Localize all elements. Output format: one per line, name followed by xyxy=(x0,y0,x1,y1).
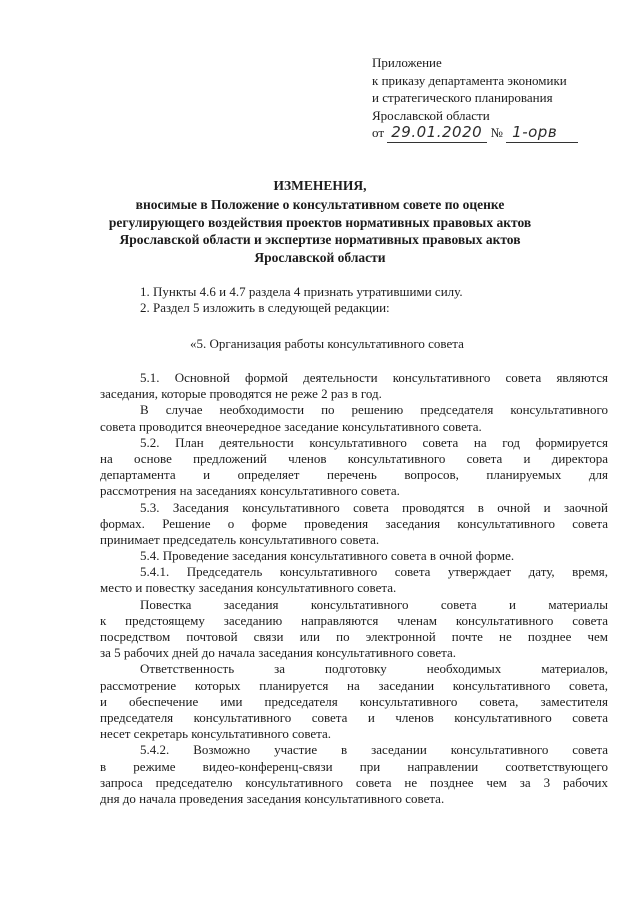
appendix-line: Ярославской области xyxy=(372,107,490,123)
paragraph xyxy=(100,548,608,564)
paragraph-line: 5.4. Проведение заседания консультативного совета в очной форме. xyxy=(140,548,515,564)
paragraph-line: в режиме видео-конференц-связи при направлении соответствующего xyxy=(100,758,608,774)
document-title: ИЗМЕНЕНИЯ, xyxy=(273,178,367,193)
appendix-header xyxy=(372,54,632,143)
paragraph-line: В случае необходимости по решению председателя консультативного xyxy=(140,402,608,418)
paragraph-line: 5.4.2. Возможно участие в заседании консультативного совета xyxy=(140,742,608,758)
handwritten-number: 1-орв xyxy=(506,124,578,143)
paragraph-line: запроса председателю консультативного совета не позднее чем за 3 рабочих xyxy=(100,774,608,790)
paragraph-line: рассмотрение которых планируется на заседании консультативного совета, xyxy=(100,677,608,693)
paragraph xyxy=(100,564,608,596)
paragraph xyxy=(100,500,608,549)
paragraph-line: формах. Решение о форме проведения заседания консультативного совета xyxy=(100,515,608,531)
list-item: 2. Раздел 5 изложить в следующей редакции: xyxy=(140,300,390,316)
paragraph-line: дня до начала проведения заседания консультативного совета. xyxy=(100,790,445,806)
paragraph-line: 5.4.1. Председатель консультативного совета утверждает дату, время, xyxy=(140,564,608,580)
paragraph-line: и обеспечение ими председателя консультативного совета, заместителя xyxy=(100,693,608,709)
appendix-line: и стратегического планирования xyxy=(372,90,553,106)
paragraph-line: Повестка заседания консультативного совета и материалы xyxy=(140,596,608,612)
appendix-date-line xyxy=(372,124,632,143)
date-prefix: от xyxy=(372,125,385,141)
handwritten-date: 29.01.2020 xyxy=(387,124,487,143)
paragraph xyxy=(100,370,608,402)
section-heading: «5. Организация работы консультативного совета xyxy=(190,336,464,351)
subtitle-line: Ярославской области xyxy=(254,249,386,265)
paragraph-line: рассмотрения на заседаниях консультативного совета. xyxy=(100,483,400,499)
appendix-line: Приложение xyxy=(372,55,442,70)
paragraph-line: на основе предложений членов консультативного совета и директора xyxy=(100,450,608,466)
subtitle-line: регулирующего воздействия проектов нормативных правовых актов xyxy=(108,214,532,230)
paragraph-line: Ответственность за подготовку необходимых материалов, xyxy=(140,661,608,677)
subtitle-line: Ярославской области и экспертизе нормативных правовых актов xyxy=(119,232,521,248)
paragraph xyxy=(100,402,608,434)
paragraph-line: место и повестку заседания консультативного совета. xyxy=(100,580,397,596)
number-prefix: № xyxy=(490,125,503,141)
paragraph xyxy=(100,661,608,742)
items-list xyxy=(100,284,608,316)
paragraph-line: к предстоящему заседанию направляются членам консультативного совета xyxy=(100,612,608,628)
list-item: 1. Пункты 4.6 и 4.7 раздела 4 признать утратившими силу. xyxy=(140,284,463,299)
paragraph-line: департамента и определяет перечень вопросов, планируемых для xyxy=(100,467,608,483)
appendix-line: к приказу департамента экономики xyxy=(372,72,567,88)
paragraph xyxy=(100,742,608,807)
paragraph-line: председателя консультативного совета и членов консультативного совета xyxy=(100,709,608,725)
paragraph-line: за 5 рабочих дней до начала заседания консультативного совета. xyxy=(100,645,456,661)
paragraph-line: принимает председатель консультативного совета. xyxy=(100,531,380,547)
paragraph-line: заседания, которые проводятся не реже 2 раз в год. xyxy=(100,386,382,402)
subtitle-line: вносимые в Положение о консультативном совете по оценке xyxy=(135,197,505,212)
section-body xyxy=(100,370,608,807)
document-subtitle xyxy=(100,196,540,266)
paragraph-line: несет секретарь консультативного совета. xyxy=(100,726,332,742)
paragraph-line: 5.2. План деятельности консультативного совета на год формируется xyxy=(140,434,608,450)
paragraph-line: посредством почтовой связи или по электронной почте не позднее чем xyxy=(100,629,608,644)
paragraph-line: 5.1. Основной формой деятельности консультативного совета являются xyxy=(140,370,608,385)
paragraph xyxy=(100,597,608,662)
paragraph-line: совета проводится внеочередное заседание консультативного совета. xyxy=(100,418,482,434)
paragraph xyxy=(100,435,608,500)
paragraph-line: 5.3. Заседания консультативного совета проводятся в очной и заочной xyxy=(140,499,608,515)
